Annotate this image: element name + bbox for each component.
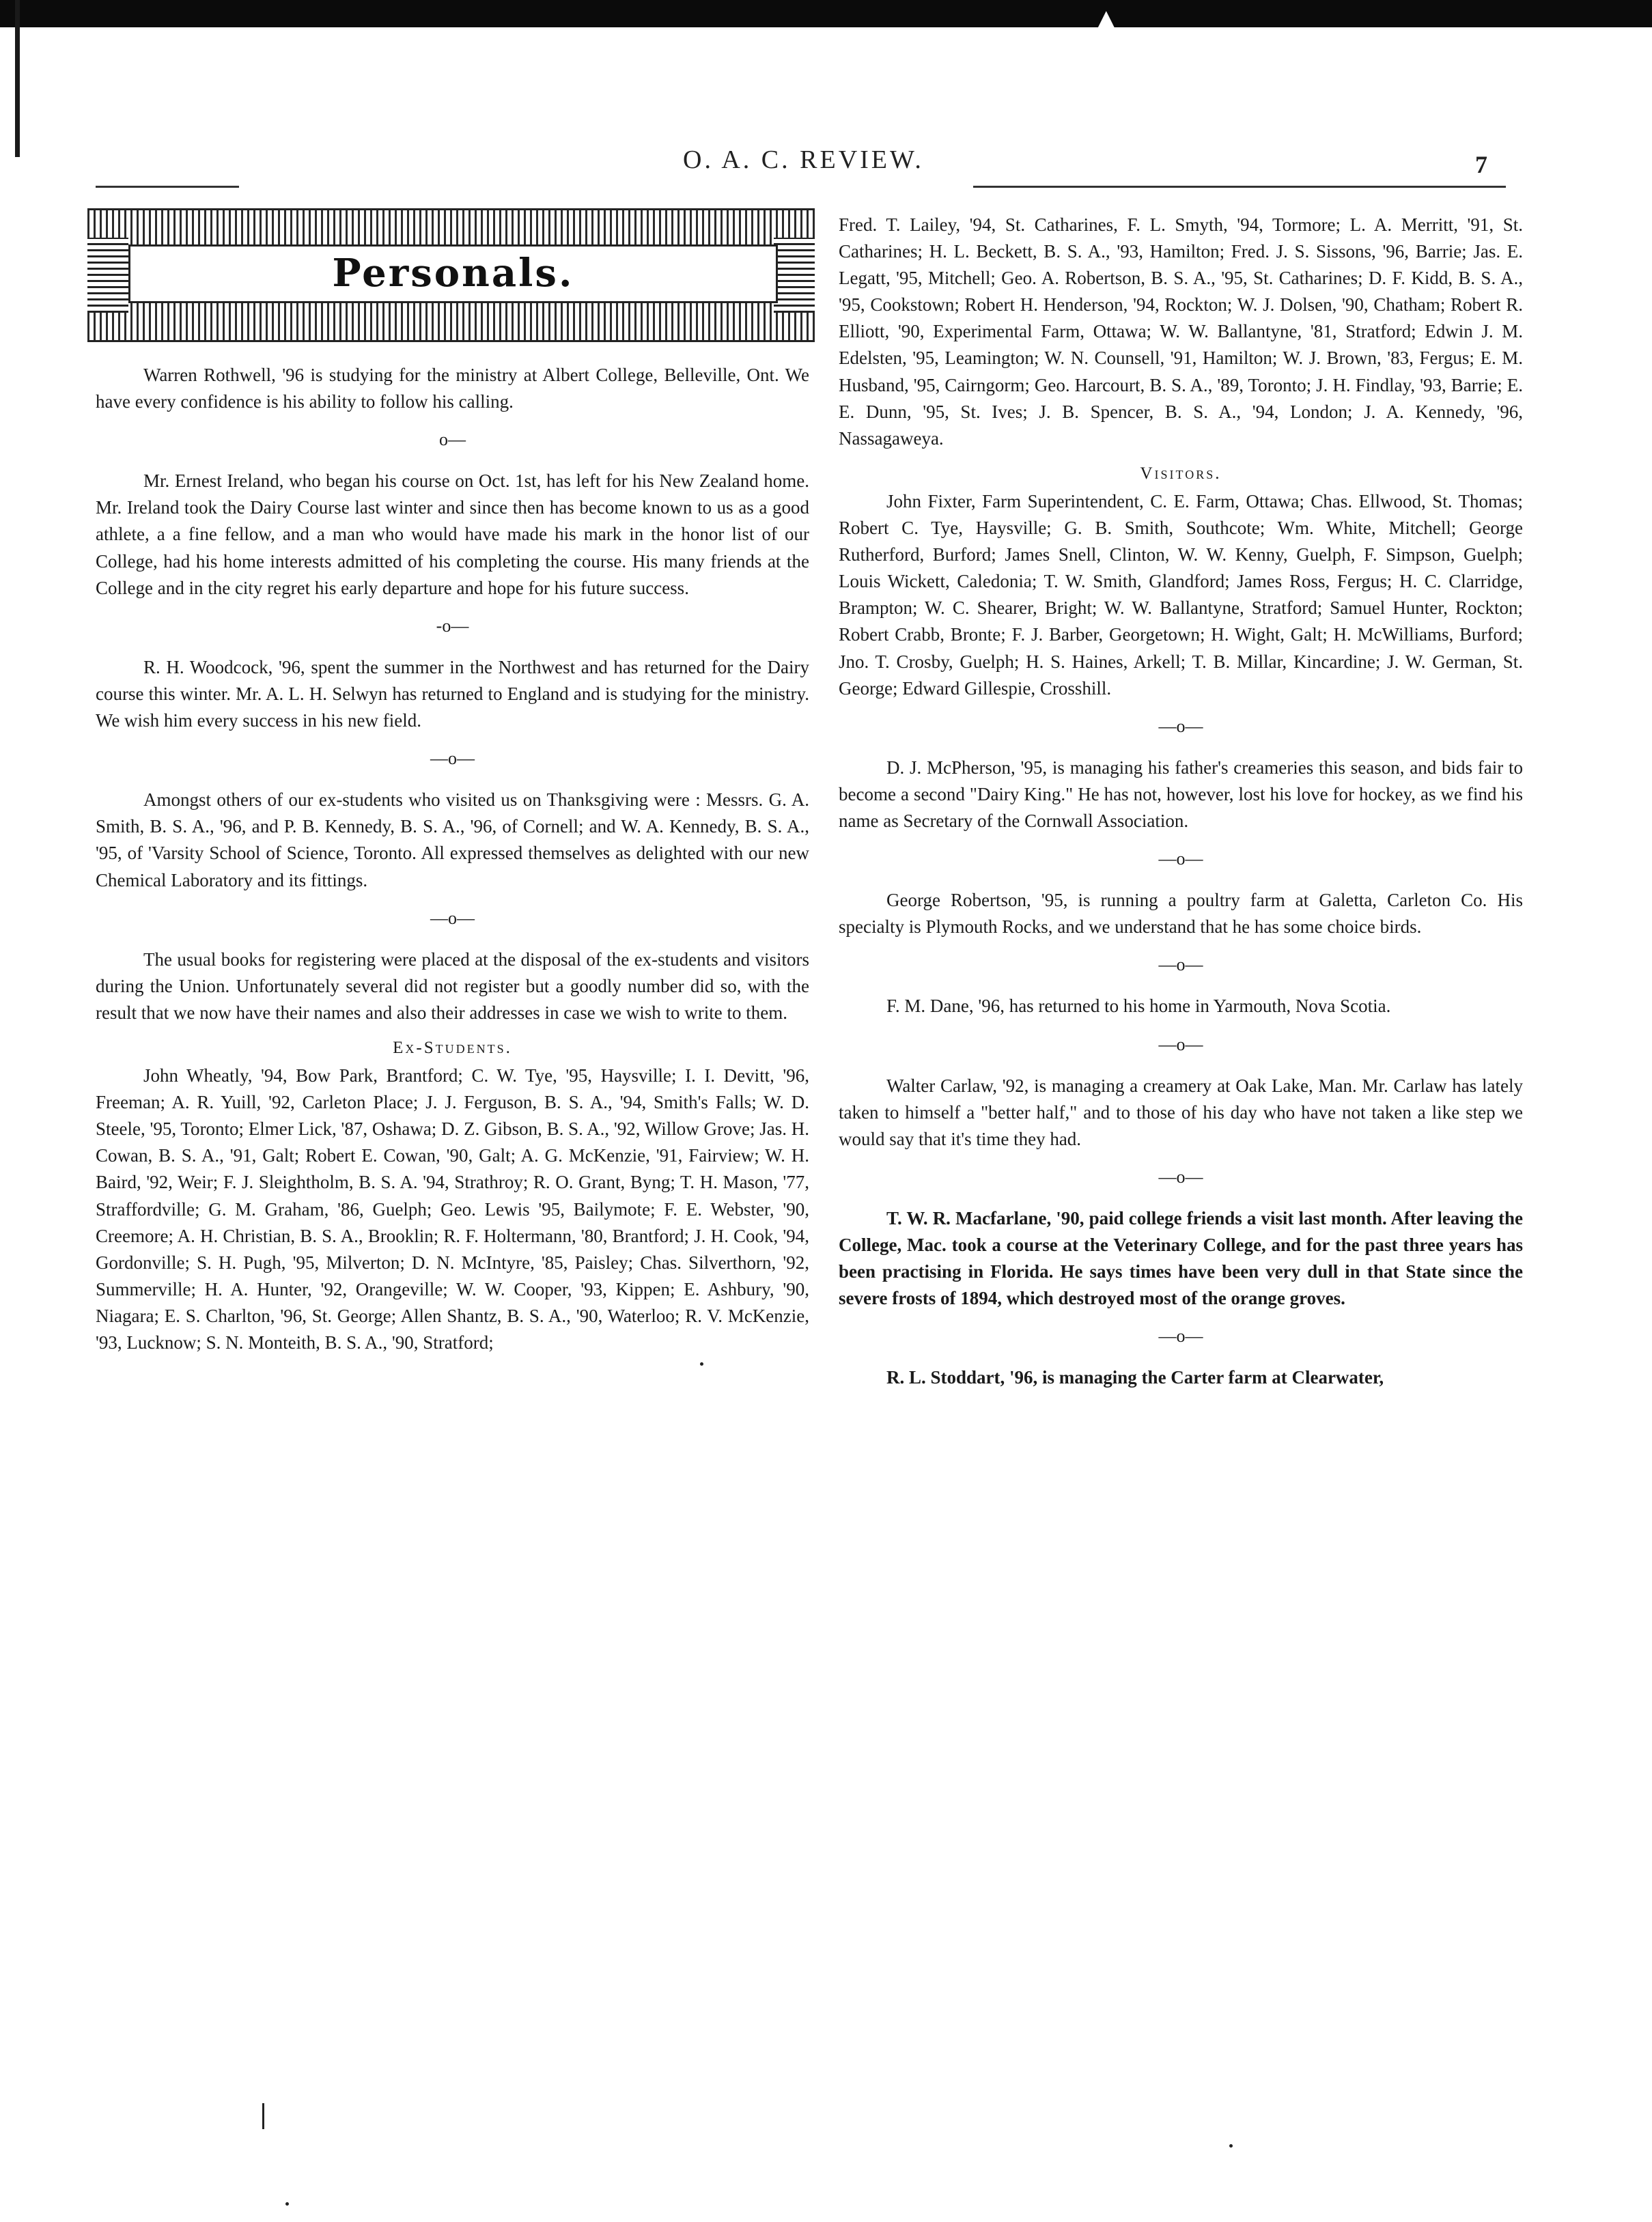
separator: —o— [430, 748, 475, 769]
separator: —o— [1158, 849, 1203, 869]
paragraph-registering: The usual books for registering were placed at the disposal of the ex-students and visitors during the Union. Unfortunately several did not register but a goodly number did so, with the result that we now have their names and also their addresses in case we wish to write to them. [96, 948, 809, 1023]
ornament-left-icon [87, 238, 128, 313]
paragraph-macfarlane: T. W. R. Macfarlane, '90, paid college friends a visit last month. After leaving the College, Mac. took a course at the Veterinary College, and for the past three years has been practising in Florida. He says times have been very dull in that State since the severe frosts of 1894, which destroyed most of the orange groves. [839, 1208, 1523, 1309]
paragraph-ireland: Mr. Ernest Ireland, who began his course on Oct. 1st, has left for his New Zealand home. Mr. Ireland took the Dairy Course last winter and since then has become known to us as a good athlete, a a fine fellow, and a man who would have made his mark in the honor list of our College, had his home interests admitted of his completing the course. His many friends at the College and in the city regret his early departure and hope for his future success. [96, 470, 809, 598]
header-rule-left [96, 186, 239, 188]
scan-mark [262, 2103, 264, 2129]
running-title: O. A. C. REVIEW. [683, 145, 924, 174]
paragraph-woodcock: R. H. Woodcock, '96, spent the summer in the Northwest and has returned for the Dairy course this winter. Mr. A. L. H. Selwyn has returned to England and is studying for the ministry. We wish him every success in his new field. [96, 656, 809, 731]
personals-banner [87, 208, 815, 342]
ex-students-heading: Ex-Students. [393, 1038, 512, 1057]
paragraph-mcpherson: D. J. McPherson, '95, is managing his father's creameries this season, and bids fair to become a second "Dairy King." He has not, however, lost his love for hockey, as we find his name as Secretary of the Cornwall Association. [839, 757, 1523, 831]
separator: —o— [1158, 716, 1203, 736]
bold-section [839, 1205, 1523, 1392]
separator: o— [439, 430, 466, 450]
ornament-right-icon [774, 238, 815, 313]
scan-dot [285, 2202, 289, 2206]
ex-students-list-continued: Fred. T. Lailey, '94, St. Catharines, F. L. Smyth, '94, Tormore; L. A. Merritt, '91, St. Catharines; H. L. Beckett, B. S. A., '93, Hamilton; Fred. J. S. Sissons, '96, Barrie; Jas. E. Legatt, '95, Mitchell; Geo. A. Robertson, B. S. A., '95, St. Catharines; D. F. Kidd, B. S. A., '95, Cookstown; Robert H. Henderson, '94, Rockton; W. J. Dolsen, '90, Chatham; Robert R. Elliott, '90, Experimental Farm, Ottawa; W. W. Ballantyne, '81, Stratford; Edwin J. M. Edelsten, '95, Leamington; W. N. Counsell, '91, Hamilton; W. J. Brown, '83, Fergus; E. M. Husband, '95, Cairngorm; Geo. Harcourt, B. S. A., '89, Toronto; J. H. Findlay, '93, Barrie; E. E. Dunn, '95, St. Ives; J. B. Spencer, B. S. A., '94, London; J. A. Kennedy, '96, Nassagaweya. [839, 214, 1523, 449]
paragraph-thanksgiving: Amongst others of our ex-students who visited us on Thanksgiving were : Messrs. G. A. Smith, B. S. A., '96, and P. B. Kennedy, B. S. A., '96, of Cornell; and W. A. Kennedy, B. S. A., '95, of 'Varsity School of Science, Toronto. All expressed themselves as delighted with our new Chemical Laboratory and its fittings. [96, 789, 809, 890]
visitors-list: John Fixter, Farm Superintendent, C. E. Farm, Ottawa; Chas. Ellwood, St. Thomas; Robert C. Tye, Haysville; G. B. Smith, Southcote; Wm. White, Mitchell; George Rutherford, Burford; James Snell, Clinton, W. W. Kenny, Guelph, F. Simpson, Guelph; Louis Wickett, Caledonia; T. W. Smith, Glandford; James Ross, Fergus; H. C. Clarridge, Brampton; W. C. Shearer, Bright; W. W. Ballantyne, Stratford; Samuel Hunter, Rockton; Robert Crabb, Bronte; F. J. Barber, Georgetown; H. Wight, Galt; H. McWilliams, Burford; Jno. T. Crosby, Guelph; H. S. Haines, Arkell; T. B. Millar, Kincardine; J. W. German, St. George; Edward Gillespie, Crosshill. [839, 490, 1523, 699]
page-number: 7 [1475, 151, 1487, 178]
top-edge-mark: ▲ [1091, 2, 1121, 36]
scan-dot [700, 1362, 703, 1366]
separator: —o— [1158, 1034, 1203, 1054]
left-column [96, 362, 809, 1364]
paragraph-dane: F. M. Dane, '96, has returned to his home in Yarmouth, Nova Scotia. [886, 996, 1391, 1017]
separator: —o— [1158, 1326, 1203, 1347]
scan-dot [1229, 2144, 1233, 2148]
paragraph-rothwell: Warren Rothwell, '96 is studying for the ministry at Albert College, Belleville, Ont. We have every confidence is his ability to follow his calling. [96, 365, 809, 412]
separator: —o— [430, 908, 475, 928]
section-title: Personals. [332, 251, 574, 296]
page-left-edge [15, 0, 20, 157]
ex-students-list: John Wheatly, '94, Bow Park, Brantford; C. W. Tye, '95, Haysville; I. I. Devitt, '96, Freeman; A. R. Yuill, '92, Carleton Place; J. J. Ferguson, B. S. A., '94, Smith's Falls; W. D. Steele, '95, Toronto; Elmer Lick, '87, Oshawa; D. Z. Gibson, B. S. A., '92, Willow Grove; Jas. H. Cowan, B. S. A., '91, Galt; Robert E. Cowan, '90, Galt; A. G. McKenzie, '91, Fairview; W. H. Baird, '92, Weir; F. J. Sleightholm, B. S. A. '94, Strathroy; R. O. Grant, Byng; T. H. Mason, '77, Straffordville; G. M. Graham, '86, Guelph; Geo. Lewis '95, Bailymote; F. E. Webster, '90, Creemore; A. H. Christian, B. S. A., Brooklin; R. F. Holtermann, '80, Brantford; J. H. Cook, '94, Gordonville; S. H. Pugh, '95, Milverton; D. N. McIntyre, '85, Paisley; Chas. Silverthorn, '92, Summerville; H. A. Hunter, '92, Orangeville; W. W. Cooper, '93, Kippen; E. Ashbury, '90, Niagara; E. S. Charlton, '96, St. George; Allen Shantz, B. S. A., '90, Waterloo; R. V. McKenzie, '93, Lucknow; S. N. Monteith, B. S. A., '90, Stratford; [96, 1065, 809, 1353]
visitors-heading: Visitors. [1140, 464, 1222, 483]
paragraph-carlaw: Walter Carlaw, '92, is managing a creamery at Oak Lake, Man. Mr. Carlaw has lately taken to himself a "better half," and to those of his day who have not taken a like step we would say that it's time they had. [839, 1075, 1523, 1149]
paragraph-robertson: George Robertson, '95, is running a poultry farm at Galetta, Carleton Co. His specialty is Plymouth Rocks, and we understand that he has some choice birds. [839, 890, 1523, 938]
separator: —o— [1158, 1166, 1203, 1187]
banner-title-box [128, 244, 778, 303]
header-rule-right [973, 186, 1506, 188]
page-top-edge [0, 0, 1652, 27]
separator: —o— [1158, 955, 1203, 975]
right-column [839, 212, 1523, 1400]
paragraph-stoddart: R. L. Stoddart, '96, is managing the Carter farm at Clearwater, [886, 1367, 1384, 1388]
separator: -o— [436, 615, 469, 636]
